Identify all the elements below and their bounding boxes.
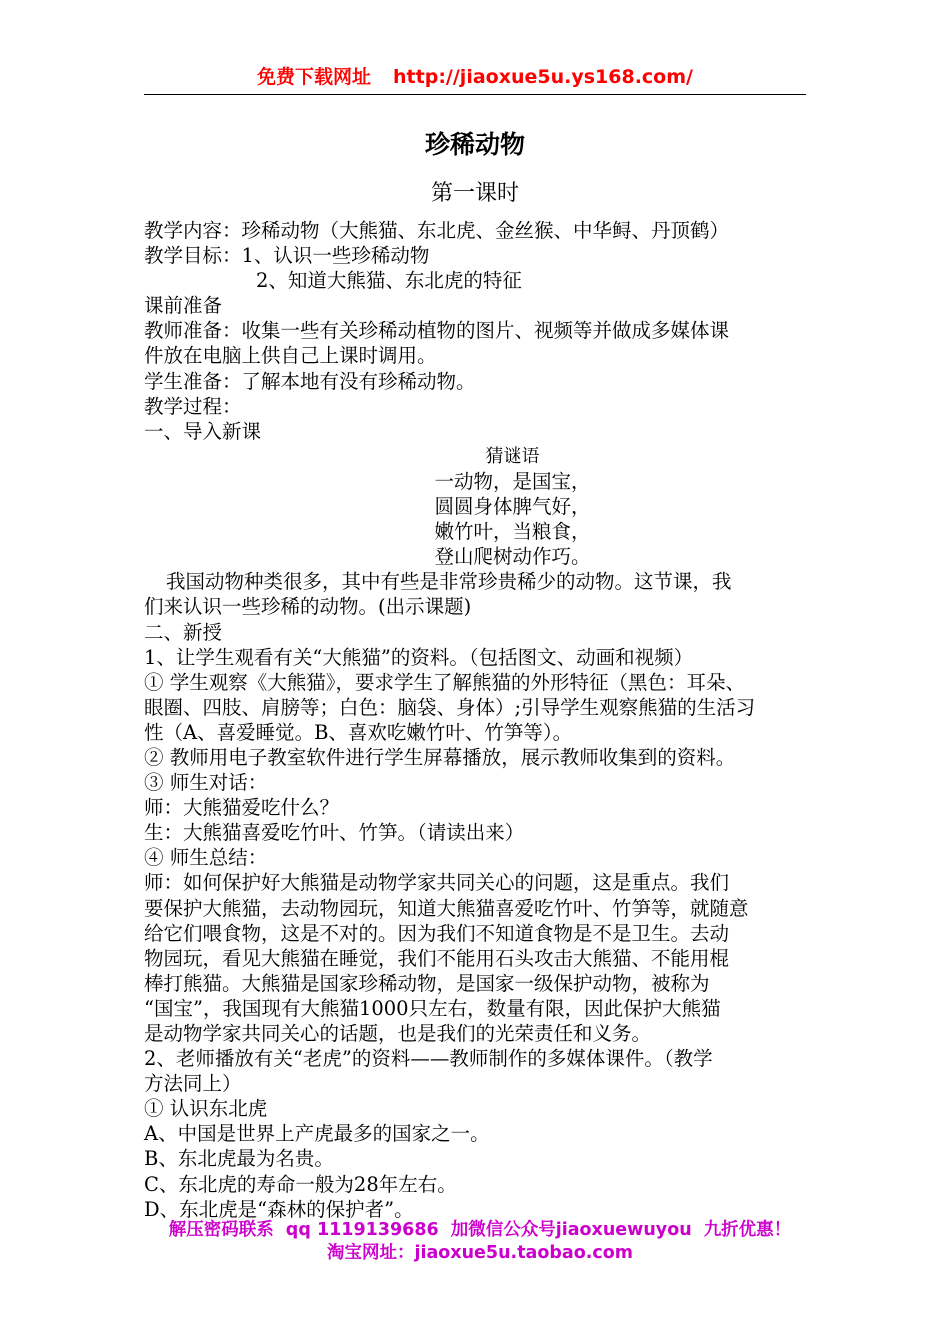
teaching-goal-2: 2、知道大熊猫、东北虎的特征	[256, 269, 522, 293]
panda-observe-line-3: 性（A、喜爱睡觉。B、喜欢吃嫩竹叶、竹笋等）。	[144, 720, 573, 744]
tiger-fact-b: B、东北虎最为名贵。	[144, 1147, 334, 1171]
summary-line-7: 是动物学家共同关心的话题，也是我们的光荣责任和义务。	[144, 1022, 652, 1045]
summary-line-2: 要保护大熊猫，去动物园玩，知道大熊猫喜爱吃竹叶、竹笋等，就随意	[144, 896, 749, 920]
summary-line-4: 物园玩，看见大熊猫在睡觉，我们不能用石头攻击大熊猫、不能用棍	[144, 946, 730, 970]
tiger-step-heading-line-1: 2、老师播放有关“老虎”的资料——教师制作的多媒体课件。（教学	[144, 1047, 713, 1071]
header-url-link[interactable]: http://jiaoxue5u.ys168.com/	[393, 66, 693, 88]
dialogue-student: 生：大熊猫喜爱吃竹叶、竹笋。（请读出来）	[144, 821, 525, 845]
summary-line-3: 给它们喂食物，这是不对的。因为我们不知道食物是不是卫生。去动	[144, 921, 730, 945]
panda-observe-line-2: 眼圈、四肢、肩膀等；白色：脑袋、身体）;引导学生观察熊猫的生活习	[144, 695, 756, 719]
section-new-heading: 二、新授	[144, 620, 223, 644]
riddle-title: 猜谜语	[485, 445, 540, 467]
tiger-fact-d: D、东北虎是“森林的保护者”。	[144, 1197, 414, 1221]
dialogue-teacher: 师：大熊猫爱吃什么？	[144, 796, 340, 820]
footer-password-label: 解压密码联系	[168, 1220, 274, 1240]
page-header	[144, 62, 806, 92]
panda-step-heading: 1、让学生观看有关“大熊猫”的资料。（包括图文、动画和视频）	[144, 645, 694, 669]
riddle-line-2: 圆圆身体脾气好，	[434, 495, 591, 519]
tiger-fact-a: A、中国是世界上产虎最多的国家之一。	[144, 1122, 490, 1146]
document-title: 珍稀动物	[424, 130, 525, 159]
riddle-line-4: 登山爬树动作巧。	[434, 545, 591, 569]
document-body	[144, 218, 809, 1222]
tiger-subheading: ① 认识东北虎	[144, 1097, 268, 1121]
panda-screen-broadcast: ② 教师用电子教室软件进行学生屏幕播放，展示教师收集到的资料。	[144, 745, 736, 769]
intro-paragraph-line-1: 我国动物种类很多，其中有些是非常珍贵稀少的动物。这节课，我	[166, 570, 732, 594]
document-subtitle: 第一课时	[430, 181, 519, 206]
footer-discount: 九折优惠！	[703, 1220, 792, 1240]
summary-heading: ④ 师生总结：	[144, 846, 268, 870]
tiger-step-heading-line-2: 方法同上）	[144, 1072, 242, 1096]
header-label: 免费下载网址	[257, 66, 372, 88]
dialogue-heading: ③ 师生对话：	[144, 771, 268, 795]
riddle-line-1: 一动物，是国宝，	[434, 469, 591, 493]
section-intro-heading: 一、导入新课	[144, 419, 262, 443]
footer-taobao-link[interactable]: 淘宝网址：jiaoxue5u.taobao.com	[326, 1243, 634, 1263]
summary-line-5: 棒打熊猫。大熊猫是国家珍稀动物，是国家一级保护动物，被称为	[144, 971, 710, 995]
panda-observe-line-1: ① 学生观察《大熊猫》，要求学生了解熊猫的外形特征（黑色：耳朵、	[144, 670, 745, 694]
student-prep: 学生准备：了解本地有没有珍稀动物。	[144, 369, 476, 393]
teaching-goal-1: 教学目标：1、认识一些珍稀动物	[144, 244, 430, 268]
footer-qq: qq 1119139686	[285, 1220, 439, 1240]
process-heading: 教学过程：	[144, 394, 242, 418]
summary-line-6: “国宝”，我国现有大熊猫1000只左右，数量有限，因此保护大熊猫	[144, 996, 721, 1020]
riddle-line-3: 嫩竹叶，当粮食，	[434, 520, 591, 544]
teacher-prep-line-1: 教师准备：收集一些有关珍稀动植物的图片、视频等并做成多媒体课	[144, 319, 730, 343]
teaching-content: 教学内容：珍稀动物（大熊猫、东北虎、金丝猴、中华鲟、丹顶鹤）	[144, 219, 730, 242]
preparation-heading: 课前准备	[144, 294, 223, 318]
header-divider	[144, 94, 806, 95]
summary-line-1: 师：如何保护好大熊猫是动物学家共同关心的问题，这是重点。我们	[144, 871, 730, 895]
teacher-prep-line-2: 件放在电脑上供自己上课时调用。	[144, 344, 437, 368]
footer-wechat: 加微信公众号jiaoxuewuyou	[450, 1220, 692, 1240]
intro-paragraph-line-2: 们来认识一些珍稀的动物。(出示课题)	[144, 595, 472, 619]
tiger-fact-c: C、东北虎的寿命一般为28年左右。	[144, 1172, 457, 1196]
